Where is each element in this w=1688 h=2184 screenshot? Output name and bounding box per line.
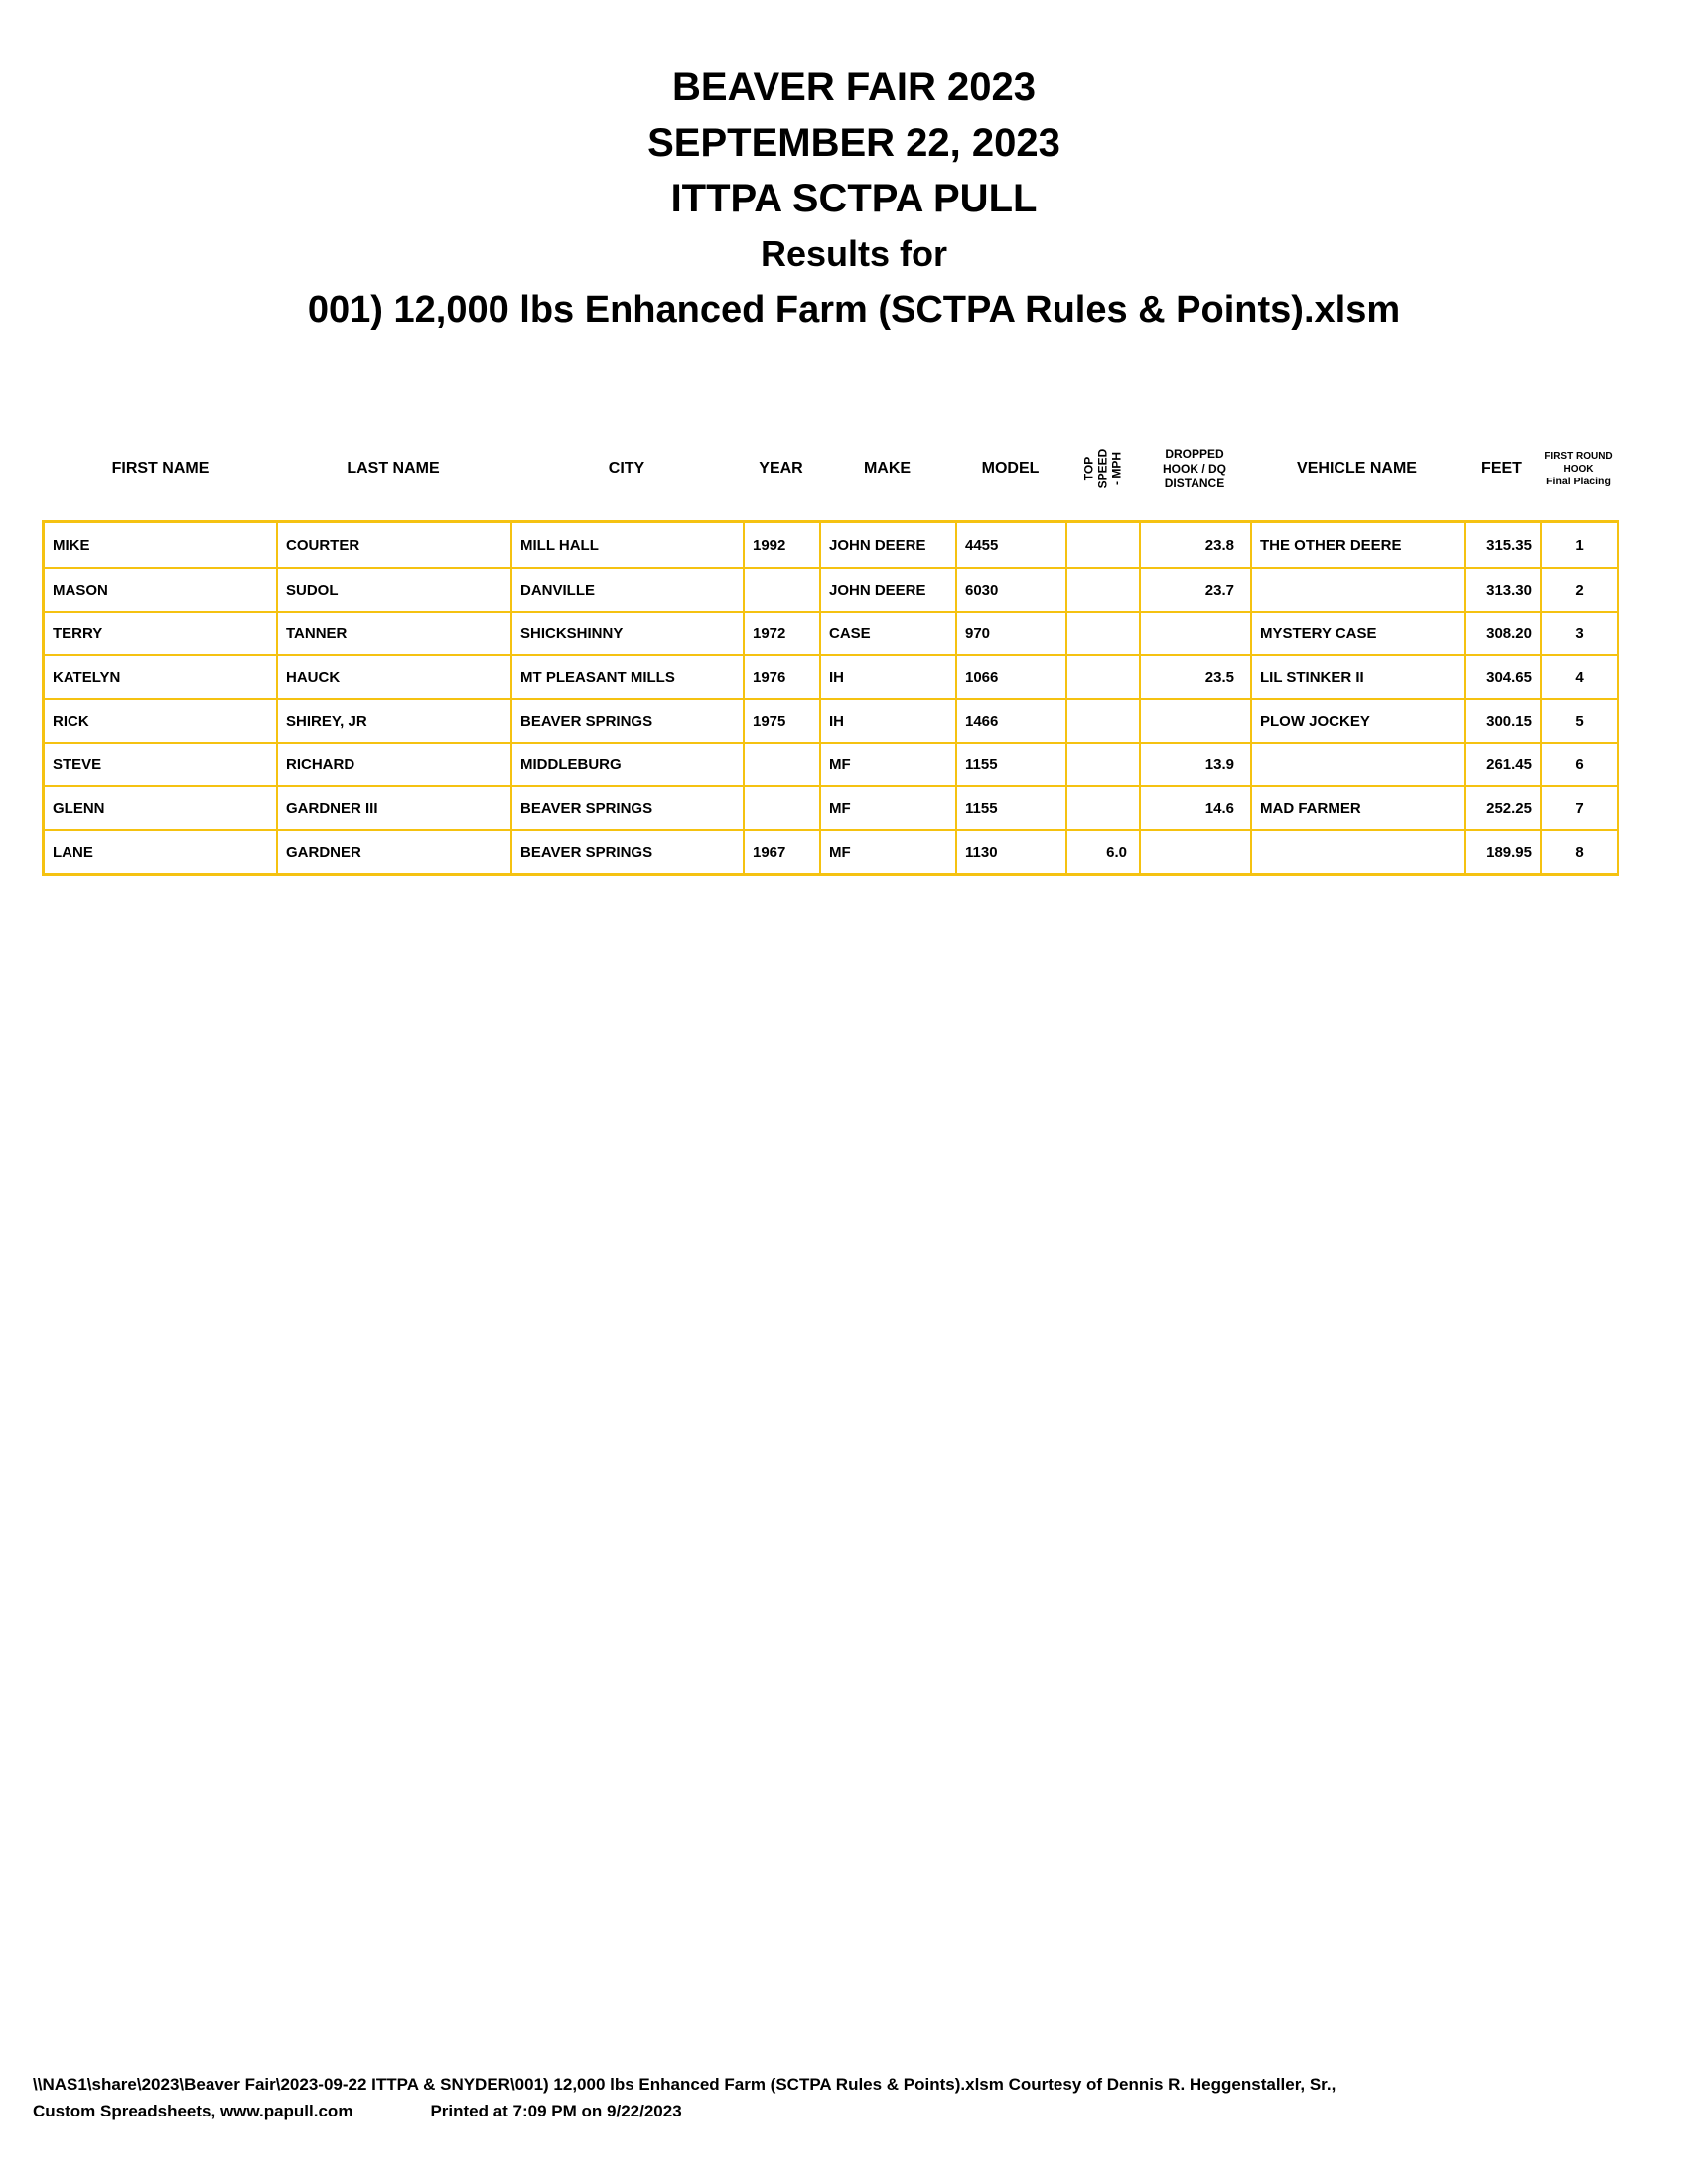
cell-dropped_hook: 23.5 [1139, 654, 1250, 698]
cell-last_name: RICHARD [276, 742, 510, 785]
cell-last_name: TANNER [276, 611, 510, 654]
results-label: Results for [760, 233, 948, 274]
report-footer [33, 2071, 1336, 2124]
footer-file-path: \\NAS1\share\2023\Beaver Fair\2023-09-22 ITTPA & SNYDER\001) 12,000 lbs Enhanced Farm (SCTPA Rules & Points).xlsm Courtesy of Dennis R. Heggenstaller, Sr., [33, 2075, 1336, 2094]
cell-placing: 3 [1540, 611, 1617, 654]
cell-dropped_hook: 14.6 [1139, 785, 1250, 829]
cell-city: MT PLEASANT MILLS [510, 654, 743, 698]
cell-dropped_hook [1139, 829, 1250, 873]
cell-top_speed [1065, 742, 1139, 785]
cell-dropped_hook: 23.8 [1139, 523, 1250, 567]
cell-make: IH [819, 654, 955, 698]
cell-top_speed [1065, 523, 1139, 567]
cell-model: 6030 [955, 567, 1065, 611]
cell-first_name: RICK [45, 698, 276, 742]
cell-dropped_hook: 13.9 [1139, 742, 1250, 785]
col-header-dropped-hook: DROPPED HOOK / DQ DISTANCE [1162, 446, 1226, 490]
cell-model: 1155 [955, 785, 1065, 829]
cell-make: JOHN DEERE [819, 523, 955, 567]
cell-city: DANVILLE [510, 567, 743, 611]
cell-make: MF [819, 829, 955, 873]
cell-last_name: SUDOL [276, 567, 510, 611]
cell-placing: 2 [1540, 567, 1617, 611]
cell-year: 1976 [743, 654, 819, 698]
cell-first_name: STEVE [45, 742, 276, 785]
cell-first_name: MIKE [53, 536, 90, 554]
col-header-feet: FEET [1481, 460, 1522, 477]
cell-model: 4455 [955, 523, 1065, 567]
cell-first_name: MASON [45, 567, 276, 611]
cell-placing: 1 [1540, 523, 1617, 567]
cell-placing: 6 [1540, 742, 1617, 785]
cell-first_name: KATELYN [45, 654, 276, 698]
cell-make: JOHN DEERE [819, 567, 955, 611]
col-header-vehicle-name: VEHICLE NAME [1297, 460, 1417, 477]
cell-first_name: TERRY [45, 611, 276, 654]
cell-feet: 261.45 [1464, 742, 1540, 785]
col-header-make: MAKE [863, 460, 912, 477]
cell-feet: 300.15 [1464, 698, 1540, 742]
footer-credit: Custom Spreadsheets, www.papull.com [33, 2102, 353, 2120]
cell-city: BEAVER SPRINGS [510, 785, 743, 829]
cell-top_speed [1065, 654, 1139, 698]
cell-make: CASE [819, 611, 955, 654]
cell-vehicle_name [1250, 567, 1464, 611]
report-title-block [20, 60, 1688, 338]
col-header-city: CITY [608, 460, 645, 477]
cell-city: SHICKSHINNY [510, 611, 743, 654]
cell-year [743, 742, 819, 785]
cell-city: MILL HALL [510, 523, 743, 567]
cell-placing: 4 [1540, 654, 1617, 698]
col-header-placing: FIRST ROUND HOOK Final Placing [1544, 450, 1613, 487]
col-header-model: MODEL [981, 460, 1040, 477]
cell-feet: 313.30 [1464, 567, 1540, 611]
cell-dropped_hook: 23.7 [1139, 567, 1250, 611]
cell-feet: 189.95 [1464, 829, 1540, 873]
cell-last_name: COURTER [276, 523, 510, 567]
col-header-top-speed [1065, 417, 1139, 520]
cell-vehicle_name: MYSTERY CASE [1250, 611, 1464, 654]
cell-city: MIDDLEBURG [510, 742, 743, 785]
cell-top_speed [1065, 785, 1139, 829]
cell-top_speed [1065, 567, 1139, 611]
cell-year [743, 567, 819, 611]
cell-feet: 304.65 [1464, 654, 1540, 698]
cell-top_speed [1065, 698, 1139, 742]
cell-first_name: GLENN [45, 785, 276, 829]
cell-placing: 8 [1540, 829, 1617, 873]
cell-top_speed: 6.0 [1065, 829, 1139, 873]
cell-vehicle_name: LIL STINKER II [1250, 654, 1464, 698]
cell-vehicle_name [1250, 829, 1464, 873]
cell-last_name: GARDNER [276, 829, 510, 873]
cell-last_name: SHIREY, JR [276, 698, 510, 742]
cell-vehicle_name: PLOW JOCKEY [1250, 698, 1464, 742]
rotated-top-speed-label: TOP SPEED - MPH [1081, 448, 1123, 489]
event-title: BEAVER FAIR 2023 [671, 66, 1037, 109]
cell-make: IH [819, 698, 955, 742]
cell-dropped_hook [1139, 698, 1250, 742]
col-header-year: YEAR [759, 460, 803, 477]
cell-last_name: GARDNER III [276, 785, 510, 829]
footer-printed-at: Printed at 7:09 PM on 9/22/2023 [430, 2102, 682, 2120]
class-filename: 001) 12,000 lbs Enhanced Farm (SCTPA Rules & Points).xlsm [307, 289, 1401, 331]
cell-city: BEAVER SPRINGS [510, 698, 743, 742]
cell-vehicle_name [1250, 742, 1464, 785]
cell-dropped_hook [1139, 611, 1250, 654]
col-header-first-name: FIRST NAME [111, 460, 210, 477]
results-table-body [42, 520, 1619, 876]
cell-placing: 7 [1540, 785, 1617, 829]
cell-vehicle_name: MAD FARMER [1250, 785, 1464, 829]
cell-first_name: LANE [45, 829, 276, 873]
cell-year: 1992 [743, 523, 819, 567]
cell-top_speed [1065, 611, 1139, 654]
cell-make: MF [819, 742, 955, 785]
cell-model: 1155 [955, 742, 1065, 785]
event-date: SEPTEMBER 22, 2023 [647, 121, 1060, 165]
cell-feet: 308.20 [1464, 611, 1540, 654]
cell-feet: 252.25 [1464, 785, 1540, 829]
cell-model: 970 [955, 611, 1065, 654]
event-name: ITTPA SCTPA PULL [670, 177, 1038, 220]
cell-feet: 315.35 [1464, 523, 1540, 567]
footer-credit-line [33, 2098, 1336, 2124]
cell-model: 1466 [955, 698, 1065, 742]
cell-year: 1975 [743, 698, 819, 742]
cell-placing: 5 [1540, 698, 1617, 742]
cell-model: 1130 [955, 829, 1065, 873]
cell-model: 1066 [955, 654, 1065, 698]
cell-last_name: HAUCK [276, 654, 510, 698]
col-header-last-name: LAST NAME [347, 460, 440, 477]
results-table-header [45, 417, 1617, 520]
cell-year [743, 785, 819, 829]
cell-year: 1972 [743, 611, 819, 654]
cell-make: MF [819, 785, 955, 829]
cell-year: 1967 [743, 829, 819, 873]
cell-city: BEAVER SPRINGS [510, 829, 743, 873]
cell-vehicle_name: THE OTHER DEERE [1250, 523, 1464, 567]
